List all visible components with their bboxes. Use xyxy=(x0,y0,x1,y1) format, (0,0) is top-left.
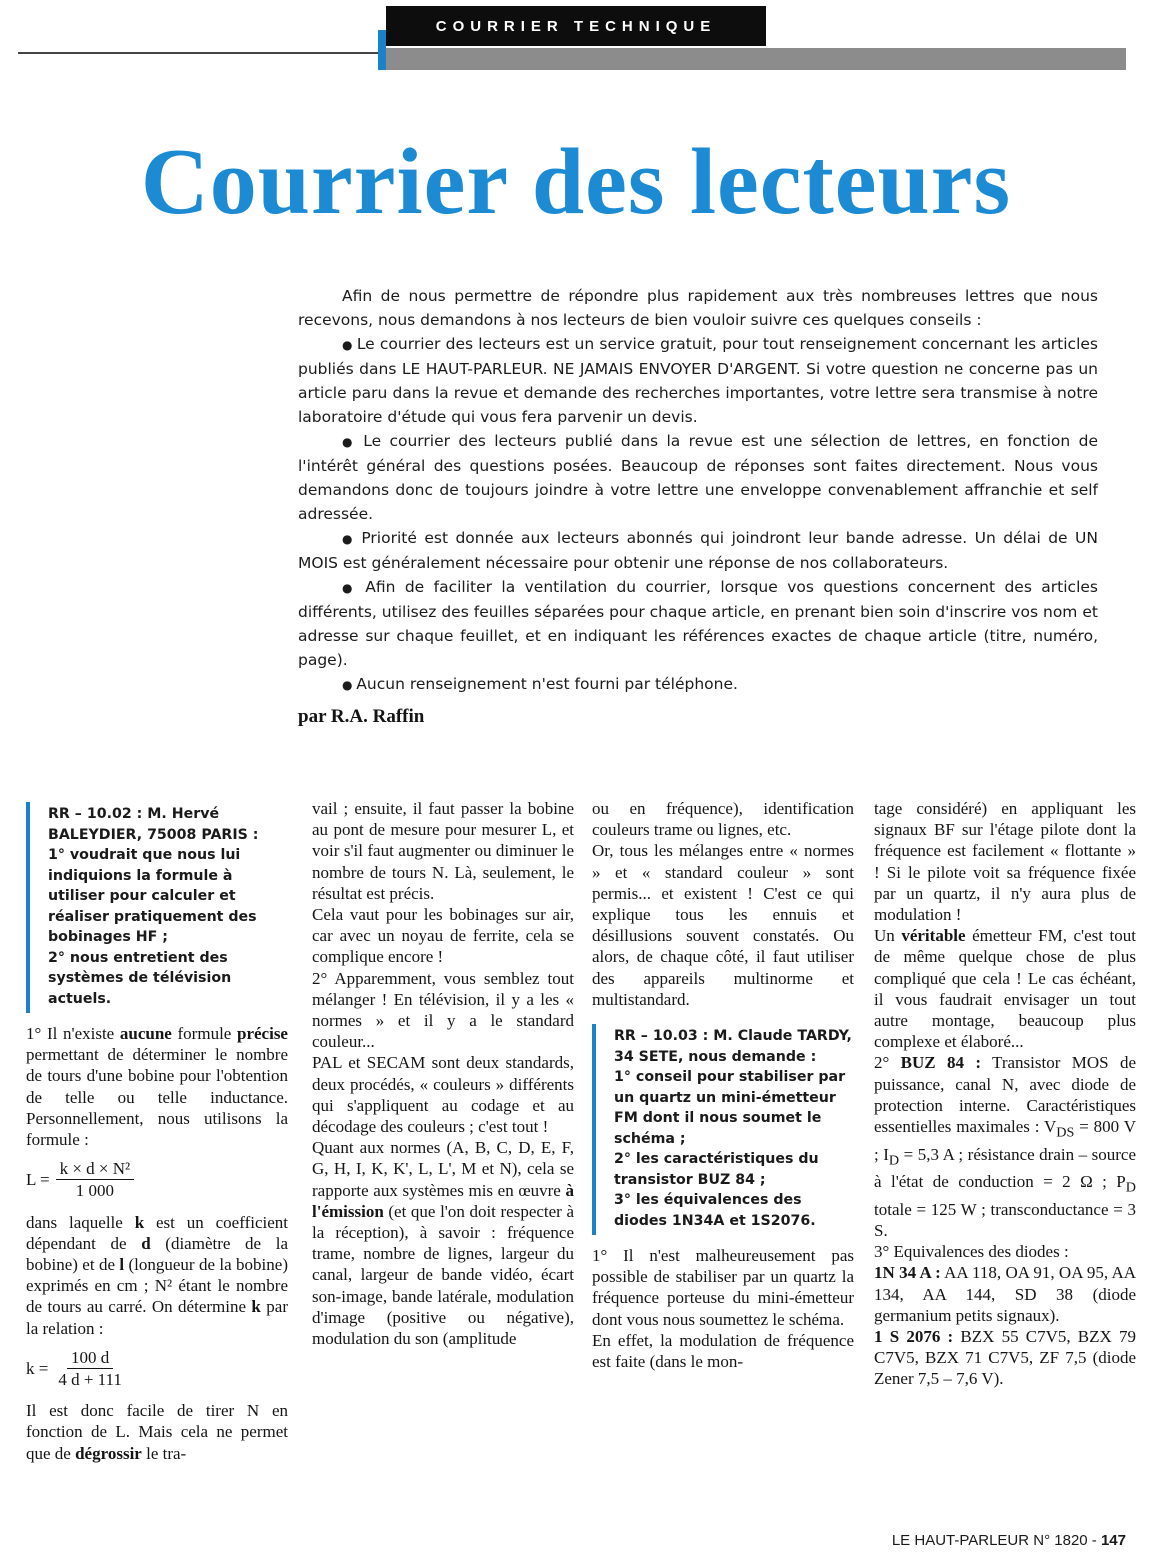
intro-bullet-text: Priorité est donnée aux lecteurs abonnés qui joindront leur bande adresse. Un délai de UN MOIS est généralement nécessaire pour obtenir une réponse de nos collaborateurs. xyxy=(298,529,1098,572)
answer-paragraph: PAL et SECAM sont deux standards, deux procédés, « couleurs » différents qui s'appliquent au codage et au décodage des couleurs ; c'est tout ! xyxy=(312,1053,574,1137)
column-4 xyxy=(874,798,1136,1390)
intro-block xyxy=(298,284,1098,697)
answer-paragraph: En effet, la modulation de fréquence est faite (dans le mon- xyxy=(592,1330,854,1372)
answer-paragraph: 3° Equivalences des diodes : xyxy=(874,1242,1069,1262)
answer-paragraph: ou en fréquence), identification couleurs trame ou lignes, etc. xyxy=(592,799,854,840)
answer-paragraph: 1N 34 A : AA 118, OA 91, OA 95, AA 134, AA 144, SD 38 (diode germanium petits signaux). xyxy=(874,1263,1136,1325)
question-item: 1° voudrait que nous lui indiquions la formule à utiliser pour calculer et réaliser pratiquement des bobinages HF ; xyxy=(48,847,257,945)
answer-paragraph: Quant aux normes (A, B, C, D, E, F, G, H, I, K, K', L, L', M et N), cela se rapporte aux systèmes mis en œuvre à l'émission (et que l'on doit respecter à la réception), à savoir : fréquence trame, nombre de lignes, largeur du canal, largeur de bande vidéo, écart son-image, bande latérale, modulation d'image (positive ou négative), modulation du son (amplitude xyxy=(312,1138,574,1349)
intro-bullet-text: Afin de faciliter la ventilation du courrier, lorsque vos questions concernent des articles différents, utilisez des feuilles séparées pour chaque article, en prenant bien soin d'inscrire vos nom et adresse sur chaque feuillet, et en indiquant les références exactes de chaque article (titre, numéro, page). xyxy=(298,578,1098,669)
answer-paragraph: 2° Apparemment, vous semblez tout mélanger ! En télévision, il y a les « normes » et il y a le standard couleur... xyxy=(312,968,574,1052)
question-box-rr-10-02 xyxy=(26,802,288,1013)
answer-paragraph: vail ; ensuite, il faut passer la bobine au pont de mesure pour mesurer L, et voir s'il faut augmenter ou diminuer le nombre de tours N. Là, seulement, le résultat est précis. xyxy=(312,799,574,903)
formula-inductance xyxy=(26,1158,288,1201)
column-2 xyxy=(312,798,574,1349)
answer-paragraph: Il est donc facile de tirer N en fonction de L. Mais cela ne permet que de dégrossir le tra- xyxy=(26,1401,288,1463)
byline: par R.A. Raffin xyxy=(298,706,425,727)
header-gray-band xyxy=(386,48,1126,70)
answer-paragraph: 1 S 2076 : BZX 55 C7V5, BZX 79 C7V5, BZX 71 C7V5, ZF 7,5 (diode Zener 7,5 – 7,6 V). xyxy=(874,1327,1136,1389)
intro-bullet-4 xyxy=(298,575,1098,672)
fraction-denominator: 4 d + 111 xyxy=(58,1370,122,1390)
answer-paragraph: 1° Il n'existe aucune formule précise permettant de déterminer le nombre de tours d'une bobine pour l'obtention de telle ou telle inductance. Personnellement, nous utilisons la formule : xyxy=(26,1024,288,1150)
answer-paragraph: 2° BUZ 84 : Transistor MOS de puissance, canal N, avec diode de protection interne. Caractéristiques essentielles maximales : $V_{DS} = 800$ V ; $I_D = 5,3$ A ; résistance drain – source à l'état de conduction = 2 Ω ; $P_D$ totale = 125 W ; transconductance = 3 S. xyxy=(874,1053,1137,1241)
footer-publication: LE HAUT-PARLEUR N° 1820 - xyxy=(891,1532,1101,1549)
intro-bullet-text: Le courrier des lecteurs est un service gratuit, pour tout renseignement concernant les articles publiés dans LE HAUT-PARLEUR. NE JAMAIS ENVOYER D'ARGENT. Si votre question ne concerne pas un article paru dans la revue et demande des recherches importantes, votre lettre sera transmise à notre laboratoire d'étude qui vous fera parvenir un devis. xyxy=(298,335,1098,426)
page-title: Courrier des lecteurs xyxy=(140,130,1012,234)
question-item: 2° les caractéristiques du transistor BUZ 84 ; xyxy=(614,1151,819,1188)
fraction-numerator: k × d × N² xyxy=(56,1158,135,1180)
answer-paragraph: Cela vaut pour les bobinages sur air, car avec un noyau de ferrite, cela se complique encore ! xyxy=(312,905,574,967)
intro-bullet-text: Aucun renseignement n'est fourni par téléphone. xyxy=(356,675,738,693)
intro-bullet-2 xyxy=(298,429,1098,526)
page-footer xyxy=(892,1532,1126,1549)
intro-bullet-5 xyxy=(298,672,1098,697)
header-accent-bar xyxy=(378,30,386,70)
formula-coefficient xyxy=(26,1347,288,1390)
question-box-rr-10-03 xyxy=(592,1024,854,1235)
question-item: 3° les équivalences des diodes 1N34A et 1S2076. xyxy=(614,1192,816,1229)
answer-paragraph: dans laquelle k est un coefficient dépendant de d (diamètre de la bobine) et de l (longueur de la bobine) exprimés en cm ; N² étant le nombre de tours au carré. On détermine k par la relation : xyxy=(26,1212,289,1338)
column-1 xyxy=(26,798,288,1464)
question-heading: RR – 10.02 : M. Hervé BALEYDIER, 75008 PARIS : xyxy=(48,806,259,843)
formula-lhs: k = xyxy=(26,1358,49,1378)
column-3 xyxy=(592,798,854,1372)
intro-paragraph: Afin de nous permettre de répondre plus rapidement aux très nombreuses lettres que nous recevons, nous demandons à nos lecteurs de bien vouloir suivre ces quelques conseils : xyxy=(298,287,1098,329)
page-number: 147 xyxy=(1100,1532,1126,1549)
answer-paragraph: Or, tous les mélanges entre « normes » et « standard couleur » sont permis... et existent ! C'est ce qui explique tous les ennuis et désillusions souvent constatés. Ou alors, de chaque côté, il faut utiliser des appareils multinorme et multistandard. xyxy=(592,841,854,1009)
answer-paragraph: Un véritable émetteur FM, c'est tout de même quelque chose de plus compliqué que cela ! Le cas échéant, il vous faudrait envisager un tout autre montage, beaucoup plus complexe et élaboré... xyxy=(874,926,1136,1052)
formula-lhs: L = xyxy=(26,1170,50,1190)
fraction xyxy=(56,1158,135,1201)
intro-bullet-text: Le courrier des lecteurs publié dans la revue est une sélection de lettres, en fonction de l'intérêt général des questions posées. Beaucoup de réponses sont faites directement. Nous vous demandons donc de toujours joindre à votre lettre une enveloppe convenablement affranchie et self adressée. xyxy=(298,432,1098,523)
question-item: 1° conseil pour stabiliser par un quartz un mini-émetteur FM dont il nous soumet le schéma ; xyxy=(614,1069,846,1147)
intro-bullet-3 xyxy=(298,526,1098,575)
question-heading: RR – 10.03 : M. Claude TARDY, 34 SETE, nous demande : xyxy=(614,1028,852,1065)
fraction xyxy=(54,1347,126,1390)
fraction-denominator: 1 000 xyxy=(75,1181,114,1201)
answer-paragraph: 1° Il n'est malheureusement pas possible de stabiliser par un quartz la fréquence porteuse du mini-émetteur dont vous nous soumettez le schéma. xyxy=(592,1246,854,1329)
section-label: COURRIER TECHNIQUE xyxy=(386,6,766,46)
intro-bullet-1 xyxy=(298,332,1098,429)
answer-paragraph: tage considéré) en appliquant les signaux BF sur l'étage pilote dont la fréquence est facilement « flottante » ! Si le pilote voit sa fréquence fixée par un quartz, il n'y aura plus de modulation ! xyxy=(874,799,1136,925)
fraction-numerator: 100 d xyxy=(67,1347,113,1369)
question-item: 2° nous entretient des systèmes de télévision actuels. xyxy=(48,949,232,1007)
